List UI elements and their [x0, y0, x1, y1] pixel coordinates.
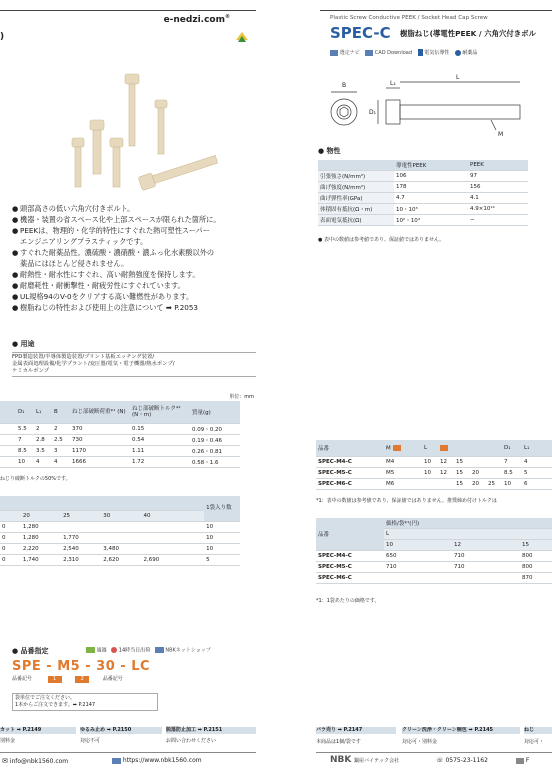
col-header: L₁ — [522, 440, 552, 456]
col-header: L₁ — [34, 401, 52, 423]
mail-icon: ✉ — [2, 757, 8, 765]
price-note: *1：1袋あたりの価格です。 — [316, 598, 380, 604]
flask-icon — [455, 50, 461, 56]
clock-icon — [111, 647, 117, 653]
order-code: SPE - M5 - 30 - LC — [12, 659, 151, 674]
icon-row: 選定ナビ CAD Download 電気伝導性 耐薬品 — [330, 49, 477, 57]
order-notes: 袋単位でご注文ください。 1本からご注文できます。➡ P.2147 — [12, 693, 158, 711]
col-header: 品番 — [316, 440, 384, 456]
service-screw[interactable]: ねじ — [524, 727, 552, 734]
col-header-l: L — [422, 440, 438, 456]
label-m: M — [498, 131, 504, 138]
left-page: e-nedzi.com® ) ● 頭部高さの低い六角穴付きボルト。 ● 機器・装置の省スペース化や上部スペースが限られた箇所に。 ● PEEKは、物理的・化学的特性にすぐれた熱可塑性スーパー エンジニアリングプラスティックです。 ● すぐれた耐薬品性。濃硫酸・濃硝酸・濃ふっ化水素酸以外の 薬品にはほとんど侵されません。 ● 耐熱性・耐水性にすぐれ、高い耐熱強度を保持します。 ● 耐磨耗性・耐衝撃性・耐疲労性にすぐれています。 ● UL規格94のV-0をクリアする高い難燃性があります。 ● 樹脂ねじの特性および使用上の注意について ➡ P.2053 ● 用途 FPD製造装置/半導体製造装置/プリント基板エッチング装置/ 金属表面処理設備/化学プラント/変圧器/電気・電子機器/熱水ポンプ/ ケミカルポンプ 単位：mm D₁ L₁ B ねじ部破断荷重*¹ (N) ねじ部破断トルク*¹ (N・m) 質量(g) 5.5 2 2 370 0.15 0.09・0.20 7 2.8 2.5 730 0.54 0.19・0.46 8.5 3.5 3 1170 1.11 0.26・0.81 10 4 4 1666 1.72 0.58・1.6 ねじり破断トルクの50%です。 1袋入り数 20 25 30 40 0 1,280 10 0 1,280 1,770 10 0 2,220 2,540 3,480 10 0 1,740 2,310 2,620 2,690 5 ● 品番指定 通過 14時当日出荷 NBKネットショップ SPE - M5 - 30 - LC 品番記号 1 2 品番記号 袋単位でご注文ください。 1本からご注文できます。➡ P.2147 カット ➡ P.2149 ゆるみ止め ➡ P.2150 脱落防止加工 ➡ P.2151 別料金 対応不可 お問い合わせください ✉ info@nbk1560.com https://www.nbk1560.com — [0, 0, 256, 783]
footer-fax: F — [516, 757, 529, 765]
stock-icon — [86, 647, 95, 653]
service-clean[interactable]: クリーン洗浄・クリーン梱包 ➡ P.2145 — [402, 727, 520, 734]
label-b: B — [342, 82, 347, 89]
footer-rule — [0, 752, 256, 753]
unit-label: 単位：mm — [229, 394, 254, 400]
col-header: B — [52, 401, 70, 423]
footer-brand: NBK — [330, 755, 352, 765]
model-title: SPEC-C — [330, 24, 391, 42]
order-legend: 通過 14時当日出荷 NBKネットショップ — [86, 647, 211, 655]
product-photo — [30, 60, 230, 200]
navi-icon — [330, 50, 338, 56]
product-name: 樹脂ねじ(導電性PEEK / 六角穴付きボル — [400, 29, 536, 38]
feature-item: ● 頭部高さの低い六角穴付きボルト。 — [12, 204, 135, 213]
service-value: 対応可・別料金 — [402, 739, 438, 745]
table-row: 曲げ強度(N/mm²) 178 156 — [318, 182, 528, 193]
table-row: 0 1,280 10 — [0, 521, 240, 532]
table-row: SPEC-M6-C 870 — [316, 573, 552, 584]
usage-heading: ● 用途 — [12, 340, 35, 348]
bolt-icon — [418, 49, 423, 56]
right-page — [296, 0, 552, 783]
price-title: 価格/袋*¹(円) — [384, 518, 552, 529]
feature-item: ● UL規格94のV-0をクリアする高い難燃性があります。 — [12, 292, 194, 301]
table-row: 5.5 2 2 370 0.15 0.09・0.20 — [0, 423, 240, 434]
properties-table — [318, 160, 528, 226]
col-header: D₁ — [502, 440, 522, 456]
order-code-labels: 品番記号 1 2 品番記号 — [12, 676, 123, 682]
props-note: ● 表中の数値は参考値であり、保証値ではありません。 — [318, 237, 445, 243]
price-table: 品番 価格/袋*¹(円) L 10 12 15 SPEC-M4-C 650 710 800 SPEC-M5-C 710 710 800 SPEC-M6-C 870 — [316, 518, 552, 584]
feature-item: ● 耐磨耗性・耐衝撃性・耐疲労性にすぐれています。 — [12, 281, 185, 290]
order-heading: ● 品番指定 — [12, 647, 49, 655]
footer-company: 鍋屋バイテック会社 — [354, 758, 400, 764]
fax-icon — [516, 758, 524, 764]
page-edge-label: ) — [0, 32, 5, 42]
recycle-icon — [234, 30, 250, 46]
table-row: 0 1,740 2,310 2,620 2,690 5 — [0, 554, 240, 565]
service-cut[interactable]: カット ➡ P.2149 — [0, 727, 76, 734]
col-header: D₁ — [16, 401, 34, 423]
footer-tel[interactable]: ☏ 0575-23-1162 — [436, 757, 488, 764]
category-label: Plastic Screw Conductive PEEK / Socket Head Cap Screw — [330, 15, 488, 21]
table-row: 0 2,220 2,540 3,480 10 — [0, 543, 240, 554]
col-header: 30 — [101, 510, 141, 521]
footer-url[interactable]: https://www.nbk1560.com — [112, 757, 202, 765]
spec-note: *1：表中の数値は参考値であり、保証値ではありません。推奨締め付けトルクは — [316, 498, 497, 504]
feature-item: ● 耐熱性・耐水性にすぐれ、高い耐熱強度を保持します。 — [12, 270, 200, 279]
col-header: PEEK — [468, 160, 528, 171]
feature-list — [12, 203, 256, 313]
header-rule — [320, 10, 552, 11]
table-row: 8.5 3.5 3 1170 1.11 0.26・0.81 — [0, 445, 240, 456]
dimension-drawing — [316, 70, 552, 144]
page-gutter — [256, 0, 296, 783]
label-l: L — [456, 74, 460, 81]
usage-line: ケミカルポンプ — [12, 368, 50, 374]
phone-icon: ☏ — [436, 757, 444, 764]
col-header: 品番 — [316, 518, 384, 551]
feature-item: ● PEEKは、物理的・化学的特性にすぐれた熱可塑性スーパー — [12, 226, 210, 235]
table-row: 引張強さ(N/mm²) 106 97 — [318, 171, 528, 182]
table-row: 曲げ弾性率(GPa) 4.7 4.1 — [318, 193, 528, 204]
dimension-table — [0, 401, 240, 468]
usage-box — [12, 352, 256, 377]
service-bulk[interactable]: バラ売り ➡ P.2147 — [316, 727, 396, 734]
col-header: 25 — [61, 510, 101, 521]
table-row: 表面電気抵抗(Ω) 10²・10⁴ − — [318, 215, 528, 226]
dimension-note: ねじり破断トルクの50%です。 — [0, 476, 71, 482]
feature-item: ● すぐれた耐薬品性。濃硫酸・濃硝酸・濃ふっ化水素酸以外の — [12, 248, 215, 257]
table-row: SPEC-M6-C M6 15 20 25 10 6 — [316, 478, 552, 489]
col-header-m: M — [384, 440, 422, 456]
table-row: SPEC-M5-C M5 10 12 15 20 8.5 5 — [316, 467, 552, 478]
usage-line: FPD製造装置/半導体製造装置/プリント基板エッチング装置/ — [12, 354, 155, 360]
table-row: 0 1,280 1,770 10 — [0, 532, 240, 543]
col-header: 40 — [142, 510, 182, 521]
table-row: 体積固有抵抗(Ω・m) 10・10³ 4.9×10¹⁴ — [318, 204, 528, 215]
col-header: 導電性PEEK — [394, 160, 468, 171]
col-header: ねじ部破断荷重*¹ (N) — [70, 401, 130, 423]
table-row: SPEC-M5-C 710 710 800 — [316, 562, 552, 573]
table-row: 7 2.8 2.5 730 0.54 0.19・0.46 — [0, 434, 240, 445]
footer-rule — [316, 752, 552, 753]
label-d1: D₁ — [369, 109, 377, 116]
col-header: ねじ部破断トルク*¹ (N・m) — [130, 401, 190, 423]
footer-mail[interactable]: ✉ info@nbk1560.com — [2, 757, 69, 765]
col-header: 20 — [21, 510, 61, 521]
feature-item: エンジニアリングプラスティックです。 — [20, 237, 148, 246]
label-l1: L₁ — [390, 80, 396, 87]
service-value: 対応可・ — [524, 739, 545, 745]
usage-line: 金属表面処理設備/化学プラント/変圧器/電気・電子機器/熱水ポンプ/ — [12, 361, 175, 367]
service-lock[interactable]: ゆるみ止め ➡ P.2150 — [80, 727, 162, 734]
col-header: 1袋入り数 — [204, 496, 240, 521]
header-rule — [0, 10, 256, 11]
feature-item: 薬品にはほとんど侵されません。 — [20, 259, 129, 268]
col-header: 質量(g) — [190, 401, 240, 423]
shop-icon — [155, 647, 164, 653]
table-row: SPEC-M4-C M4 10 12 15 7 4 — [316, 456, 552, 467]
col-header-l: L — [384, 529, 552, 540]
price-table — [0, 496, 240, 566]
props-heading: ● 物性 — [318, 147, 341, 155]
feature-item: ● 機器・装置の省スペース化や上部スペースが限られた箇所に。 — [12, 215, 221, 224]
globe-icon — [112, 758, 121, 764]
table-row: 10 4 4 1666 1.72 0.58・1.6 — [0, 456, 240, 467]
spec-table — [316, 440, 552, 490]
cad-icon — [365, 50, 373, 56]
site-logo: e-nedzi.com® — [163, 14, 230, 25]
table-row: SPEC-M4-C 650 710 800 — [316, 551, 552, 562]
service-value: 本商品は1個/袋です — [316, 739, 361, 745]
feature-item[interactable]: ● 樹脂ねじの特性および使用上の注意について ➡ P.2053 — [12, 303, 198, 312]
service-bar — [0, 726, 256, 736]
service-fallproof[interactable]: 脱落防止加工 ➡ P.2151 — [166, 727, 256, 734]
